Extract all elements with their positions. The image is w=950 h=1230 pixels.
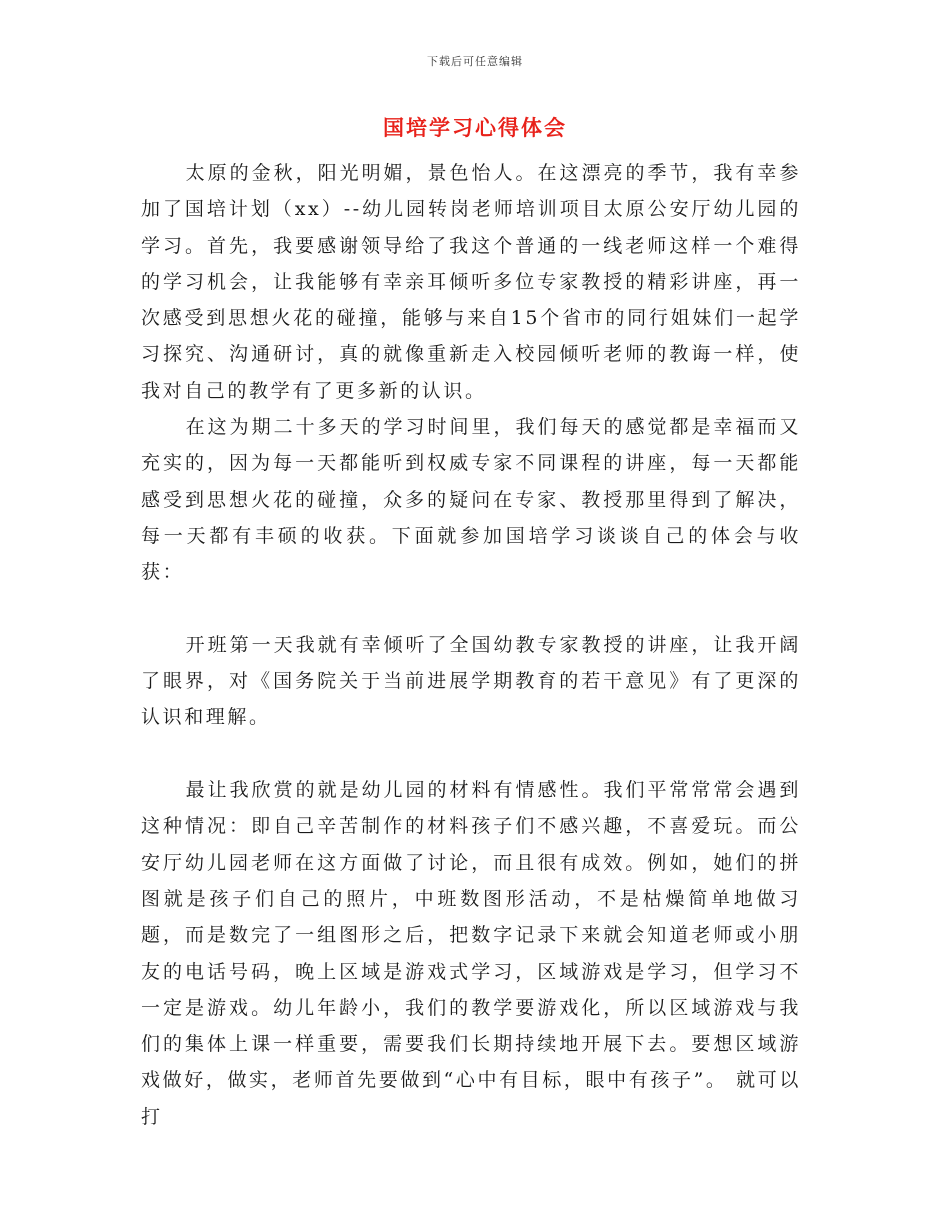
paragraph-gap xyxy=(141,591,801,627)
paragraph-3: 开班第一天我就有幸倾听了全国幼教专家教授的讲座，让我开阔了眼界，对《国务院关于当前进展学期教育的若干意见》有了更深的认识和理解。 xyxy=(141,633,801,729)
paragraph-1: 太原的金秋，阳光明媚，景色怡人。在这漂亮的季节，我有幸参加了国培计划（xx）--幼儿园转岗老师培训项目太原公安厅幼儿园的学习。首先，我要感谢领导给了我这个普通的一线老师这样一个难得的学习机会，让我能够有幸亲耳倾听多位专家教授的精彩讲座，再一次感受到思想火花的碰撞，能够与来自15个省市的同行姐妹们一起学习探究、沟通研讨，真的就像重新走入校园倾听老师的教诲一样，使我对自己的教学有了更多新的认识。 xyxy=(141,162,801,402)
paragraph-gap xyxy=(141,736,801,772)
document-title: 国培学习心得体会 xyxy=(383,116,567,140)
paragraph-2: 在这为期二十多天的学习时间里，我们每天的感觉都是幸福而又充实的，因为每一天都能听到权威专家不同课程的讲座，每一天都能感受到思想火花的碰撞，众多的疑问在专家、教授那里得到了解决，每一天都有丰硕的收获。下面就参加国培学习谈谈自己的体会与收获： xyxy=(141,416,801,584)
paragraph-4: 最让我欣赏的就是幼儿园的材料有情感性。我们平常常常会遇到这种情况：即自己辛苦制作的材料孩子们不感兴趣，不喜爱玩。而公安厅幼儿园老师在这方面做了讨论，而且很有成效。例如，她们的拼图就是孩子们自己的照片，中班数图形活动，不是枯燥简单地做习题，而是数完了一组图形之后，把数字记录下来就会知道老师或小朋友的电话号码，晚上区域是游戏式学习，区域游戏是学习，但学习不一定是游戏。幼儿年龄小，我们的教学要游戏化，所以区域游戏与我们的集体上课一样重要，需要我们长期持续地开展下去。要想区域游戏做好，做实，老师首先要做到“心中有目标，眼中有孩子”。 就可以打 xyxy=(141,779,801,1128)
document-body xyxy=(141,155,801,1135)
header-note: 下载后可任意编辑 xyxy=(427,55,523,68)
